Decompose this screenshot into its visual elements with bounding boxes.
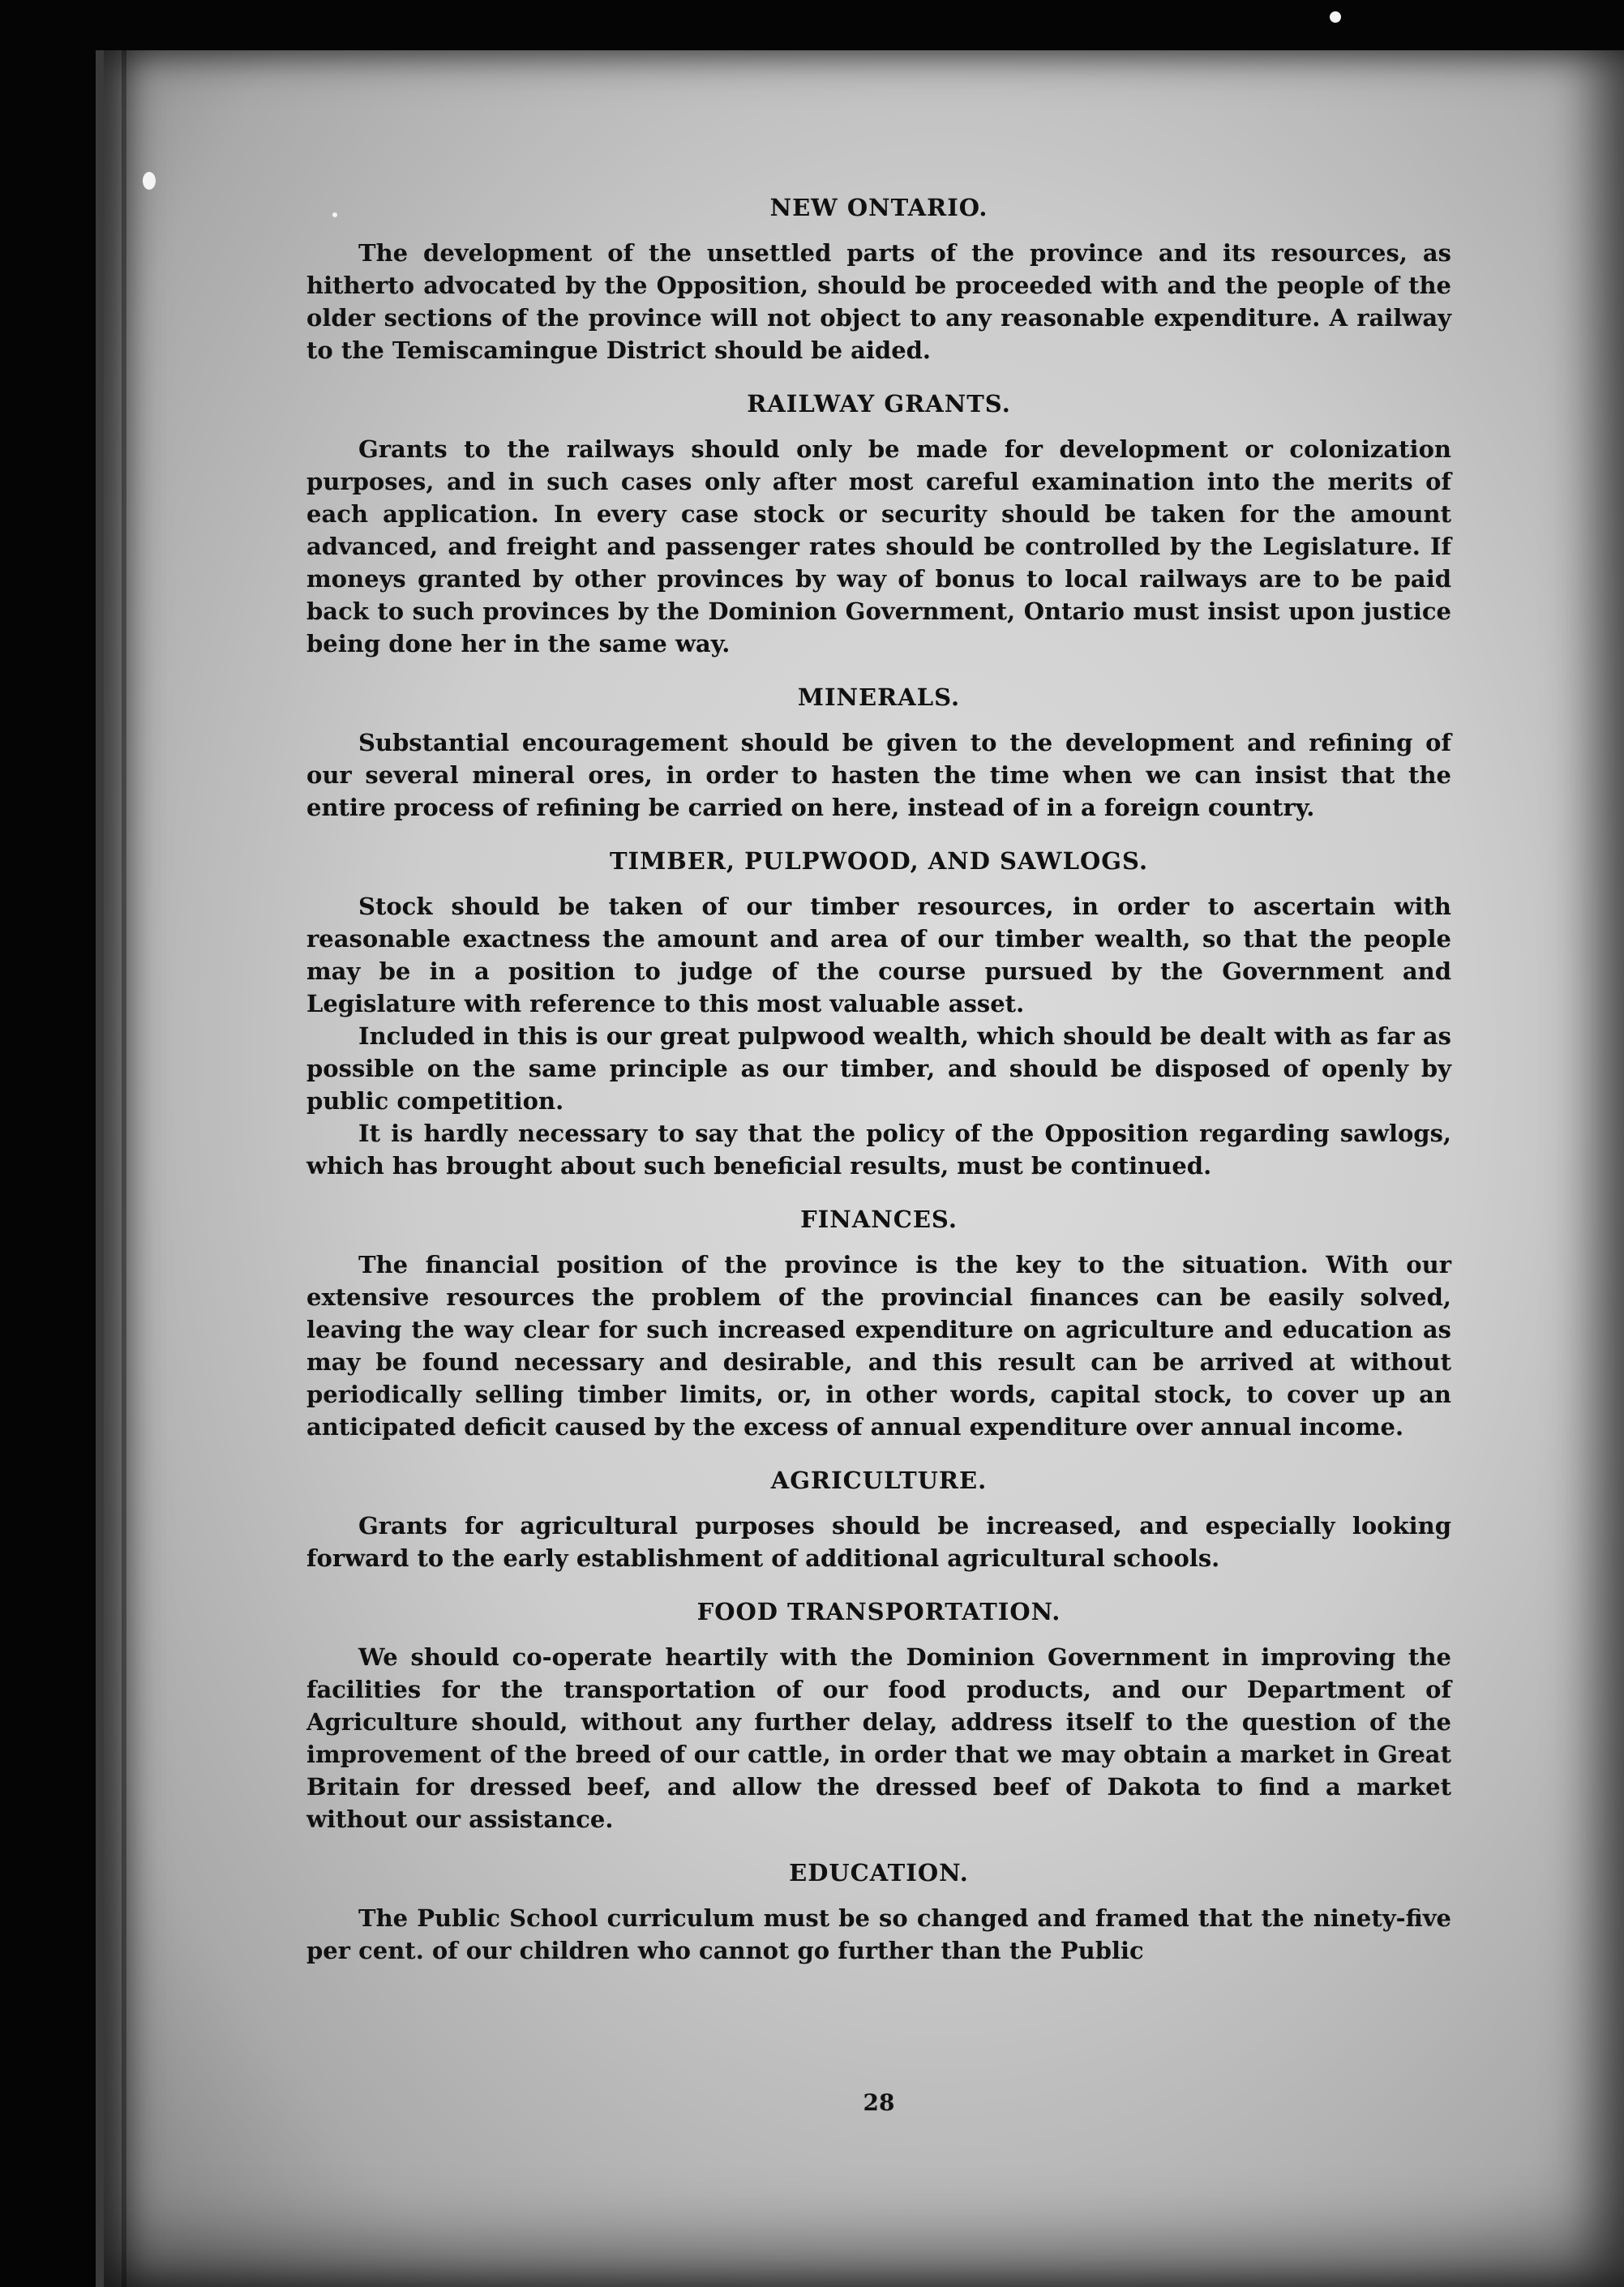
section-education	[306, 1857, 1451, 1967]
section-heading: FINANCES.	[800, 1206, 958, 1233]
section-minerals	[306, 681, 1451, 824]
dust-speck	[143, 172, 156, 190]
document-body	[306, 191, 1451, 2153]
paragraph: Included in this is our great pulpwood wealth, which should be dealt with as far as possible on the same principle as our timber, and should be disposed of openly by public competition.	[306, 1022, 1451, 1115]
section-heading: TIMBER, PULPWOOD, AND SAWLOGS.	[609, 847, 1149, 875]
paragraph: Grants to the railways should only be made for development or colonization purposes, and in such cases only after most careful examination into the merits of each application. In every case stock or security should be taken for the amount advanced, and freight and passenger rates should be controlled by the Legislature. If moneys granted by other provinces by way of bonus to local railways are to be paid back to such provinces by the Dominion Government, Ontario must insist upon justice being done her in the same way.	[306, 435, 1451, 657]
section-food-transportation	[306, 1595, 1451, 1835]
paragraph: Stock should be taken of our timber resources, in order to ascertain with reasonable exactness the amount and area of our timber wealth, so that the people may be in a position to judge of the course pursued by the Government and Legislature with reference to this most valuable asset.	[306, 893, 1451, 1017]
dust-speck	[1330, 11, 1341, 23]
paragraph: The financial position of the province is the key to the situation. With our extensive resources the problem of the provincial finances can be easily solved, leaving the way clear for such increased expenditure on agriculture and education as may be found necessary and desirable, and this result can be arrived at without periodically selling timber limits, or, in other words, capital stock, to cover up an anticipated deficit caused by the excess of annual expenditure over annual income.	[306, 1251, 1451, 1441]
section-heading: NEW ONTARIO.	[769, 194, 988, 221]
section-agriculture	[306, 1464, 1451, 1574]
section-timber-pulpwood-sawlogs	[306, 845, 1451, 1182]
section-heading: FOOD TRANSPORTATION.	[696, 1598, 1061, 1625]
paragraph: Substantial encouragement should be given to the development and refining of our several mineral ores, in order to hasten the time when we can insist that the entire process of refining be carried on here, instead of in a foreign country.	[306, 729, 1451, 821]
section-finances	[306, 1203, 1451, 1443]
paragraph: The development of the unsettled parts of the province and its resources, as hitherto advocated by the Opposition, should be proceeded with and the people of the older sections of the province will not object to any reasonable expenditure. A railway to the Temiscamingue District should be aided.	[306, 239, 1451, 364]
section-new-ontario	[306, 191, 1451, 366]
section-railway-grants	[306, 388, 1451, 660]
section-heading: RAILWAY GRANTS.	[747, 390, 1011, 418]
paragraph: Grants for agricultural purposes should be increased, and especially looking forward to the early establishment of additional agricultural schools.	[306, 1512, 1451, 1572]
paragraph: It is hardly necessary to say that the policy of the Opposition regarding sawlogs, which has brought about such beneficial results, must be continued.	[306, 1120, 1451, 1180]
section-heading: EDUCATION.	[789, 1859, 969, 1887]
page-number: 28	[863, 2089, 895, 2116]
paragraph: We should co-operate heartily with the Dominion Government in improving the facilities for the transportation of our food products, and our Department of Agriculture should, without any further delay, address itself to the question of the improvement of the breed of our cattle, in order that we may obtain a market in Great Britain for dressed beef, and allow the dressed beef of Dakota to find a market without our assistance.	[306, 1643, 1451, 1833]
section-heading: MINERALS.	[797, 683, 961, 711]
paragraph: The Public School curriculum must be so changed and framed that the ninety-five per cent. of our children who cannot go further than the Public	[306, 1904, 1451, 1964]
section-heading: AGRICULTURE.	[770, 1467, 988, 1494]
page-binding-edge	[122, 50, 126, 2287]
